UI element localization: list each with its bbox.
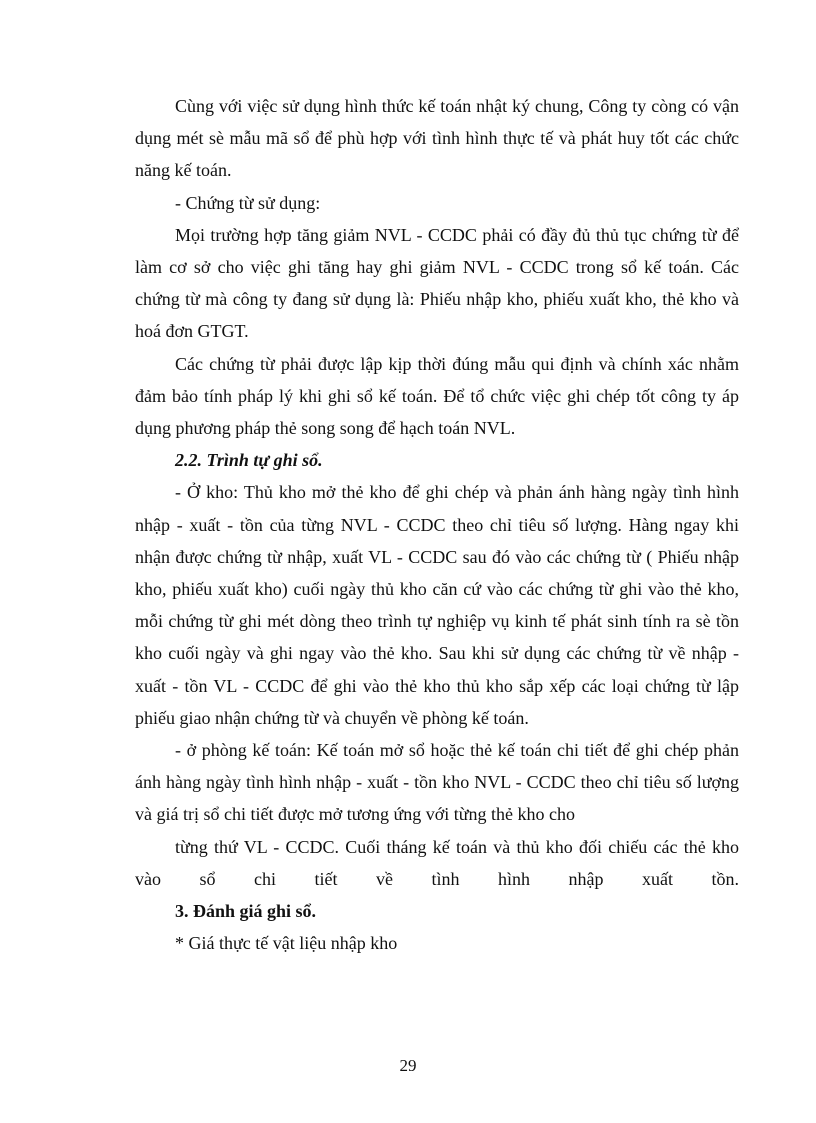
paragraph-accounting-room: - ở phòng kế toán: Kế toán mở sổ hoặc thẻ kế toán chi tiết để ghi chép phản ánh hàng ngày tình hình nhập - xuất - tồn kho NVL - CCDC theo chỉ tiêu số lượng và giá trị sổ chi tiết được mở tương ứng với từng thẻ kho cho [135,740,739,825]
heading-recording-sequence: 2.2. Trình tự ghi sổ. [175,450,323,471]
heading-valuation: 3. Đánh giá ghi sổ. [175,901,317,922]
page-body [135,90,739,959]
paragraph-warehouse: - Ở kho: Thủ kho mở thẻ kho để ghi chép và phản ánh hàng ngày tình hình nhập - xuất - tồn của từng NVL - CCDC theo chỉ tiêu số lượng. Hàng ngay khi nhận được chứng từ nhập, xuất VL - CCDC sau đó vào các chứng từ ( Phiếu nhập kho, phiếu xuất kho) cuối ngày thủ kho căn cứ vào các chứng từ ghi vào thẻ kho, mỗi chứng từ ghi mét dòng theo trình tự nghiệp vụ kinh tế phát sinh tính ra sè tồn kho cuối ngày và ghi ngay vào thẻ kho. Sau khi sử dụng các chứng từ về nhập - xuất - tồn VL - CCDC để ghi vào thẻ kho thủ kho sắp xếp các loại chứng từ lập phiếu giao nhận chứng từ và chuyển về phòng kế toán. [135,482,739,728]
page-number: 29 [399,1056,417,1075]
paragraph-actual-cost: * Giá thực tế vật liệu nhập kho [175,933,398,954]
paragraph-intro: Cùng với việc sử dụng hình thức kế toán nhật ký chung, Công ty còng có vận dụng mét sè mẫu mã sổ để phù hợp với tình hình thực tế và phát huy tốt các chức năng kế toán. [135,96,739,181]
paragraph-documents-timing: Các chứng từ phải được lập kịp thời đúng mẫu qui định và chính xác nhằm đảm bảo tính pháp lý khi ghi sổ kế toán. Để tổ chức việc ghi chép tốt công ty áp dụng phương pháp thẻ song song để hạch toán NVL. [135,353,739,439]
paragraph-month-end: từng thứ VL - CCDC. Cuối tháng kế toán và thủ kho đối chiếu các thẻ kho vào sổ chi tiết về tình hình nhập xuất tồn. [135,836,739,889]
paragraph-documents-used-label: - Chứng từ sử dụng: [175,192,321,213]
paragraph-documents-used: Mọi trường hợp tăng giảm NVL - CCDC phải có đầy đủ thủ tục chứng từ để làm cơ sở cho việc ghi tăng hay ghi giảm NVL - CCDC trong sổ kế toán. Các chứng từ mà công ty đang sử dụng là: Phiếu nhập kho, phiếu xuất kho, thẻ kho và hoá đơn GTGT. [135,224,739,342]
